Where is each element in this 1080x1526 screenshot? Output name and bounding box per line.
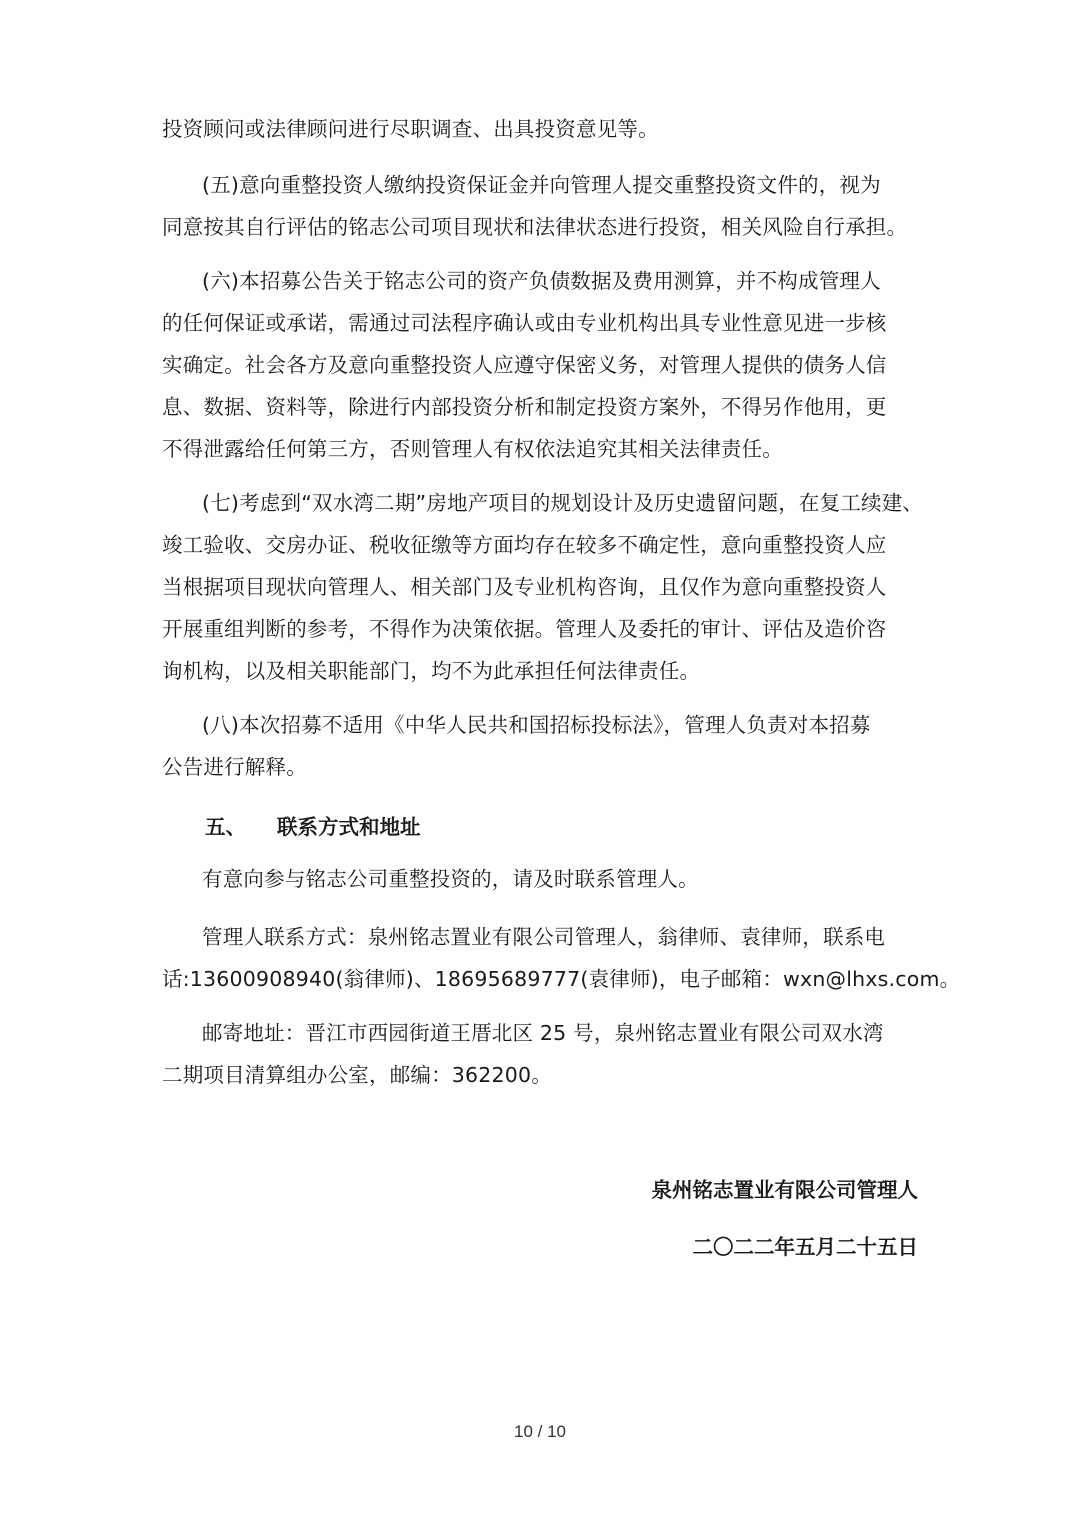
paragraph-6 — [162, 260, 932, 470]
text-line: (八)本次招募不适用《中华人民共和国招标投标法》，管理人负责对本招募 — [202, 713, 871, 737]
text-line: 询机构，以及相关职能部门，均不为此承担任何法律责任。 — [162, 659, 701, 683]
paragraph-7 — [162, 482, 932, 692]
paragraph-invite — [162, 858, 932, 900]
paragraph-contact — [162, 916, 961, 1000]
text-line: 的任何保证或承诺，需通过司法程序确认或由专业机构出具专业性意见进一步核 — [162, 311, 887, 335]
text-line: (五)意向重整投资人缴纳投资保证金并向管理人提交重整投资文件的，视为 — [202, 173, 881, 197]
text-line: 同意按其自行评估的铭志公司项目现状和法律状态进行投资，相关风险自行承担。 — [162, 215, 908, 239]
issue-date: 二〇二二年五月二十五日 — [692, 1235, 918, 1259]
page-number: 10 / 10 — [514, 1422, 566, 1441]
section-title: 联系方式和地址 — [277, 815, 421, 839]
text-line: 有意向参与铭志公司重整投资的，请及时联系管理人。 — [202, 867, 699, 891]
paragraph-8 — [162, 704, 932, 788]
paragraph-address — [162, 1012, 932, 1096]
text-line: (六)本招募公告关于铭志公司的资产负债数据及费用测算，并不构成管理人 — [202, 269, 881, 293]
text-line: (七)考虑到“双水湾二期”房地产项目的规划设计及历史遗留问题，在复工续建、 — [202, 491, 924, 515]
text-line: 邮寄地址：晋江市西园街道王厝北区 25 号，泉州铭志置业有限公司双水湾 — [202, 1021, 884, 1045]
text-line: 竣工验收、交房办证、税收征缴等方面均存在较多不确定性，意向重整投资人应 — [162, 533, 887, 557]
section-number: 五、 — [205, 815, 246, 839]
text-line: 息、数据、资料等，除进行内部投资分析和制定投资方案外，不得另作他用，更 — [162, 395, 887, 419]
issuer-signature: 泉州铭志置业有限公司管理人 — [651, 1178, 918, 1202]
text-line: 投资顾问或法律顾问进行尽职调查、出具投资意见等。 — [162, 117, 659, 141]
paragraph-5 — [162, 164, 932, 248]
text-line: 实确定。社会各方及意向重整投资人应遵守保密义务，对管理人提供的债务人信 — [162, 353, 887, 377]
section-heading — [205, 806, 421, 848]
text-line: 开展重组判断的参考，不得作为决策依据。管理人及委托的审计、评估及造价咨 — [162, 617, 887, 641]
text-line: 当根据项目现状向管理人、相关部门及专业机构咨询，且仅作为意向重整投资人 — [162, 575, 887, 599]
paragraph-intro — [162, 108, 932, 150]
text-line: 话:13600908940(翁律师)、18695689777(袁律师)，电子邮箱：wxn@lhxs.com。 — [162, 967, 961, 991]
text-line: 管理人联系方式：泉州铭志置业有限公司管理人，翁律师、袁律师，联系电 — [202, 925, 886, 949]
text-line: 公告进行解释。 — [162, 755, 307, 779]
text-line: 不得泄露给任何第三方，否则管理人有权依法追究其相关法律责任。 — [162, 437, 783, 461]
text-line: 二期项目清算组办公室，邮编：362200。 — [162, 1063, 552, 1087]
